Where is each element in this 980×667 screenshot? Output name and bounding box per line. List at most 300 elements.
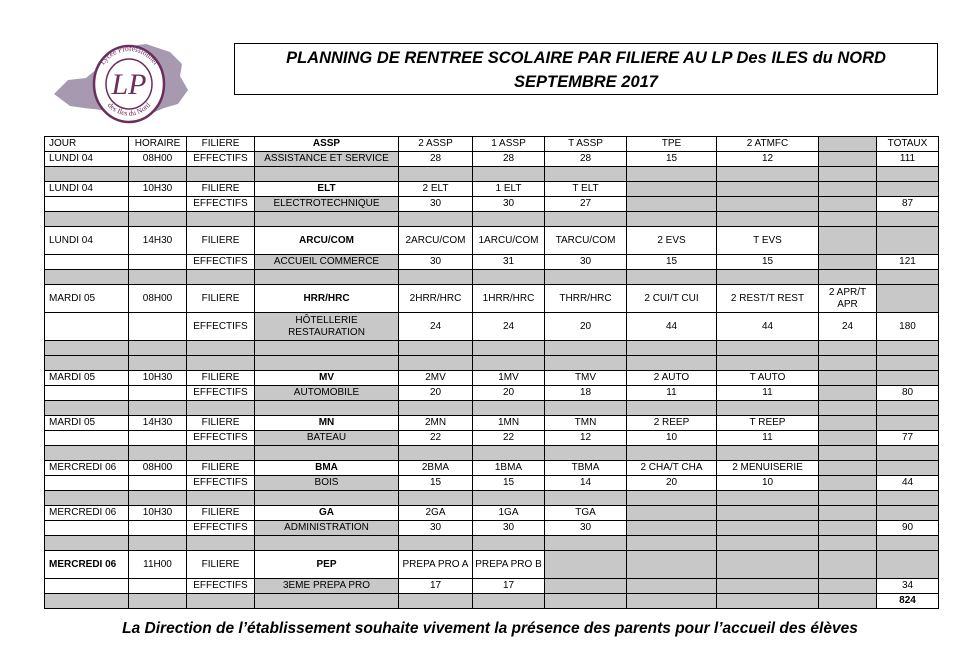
- spacer-cell: [187, 212, 255, 227]
- table-cell: TMN: [545, 416, 627, 431]
- spacer-cell: [877, 491, 939, 506]
- table-cell: FILIERE: [187, 416, 255, 431]
- spacer-cell: [819, 401, 877, 416]
- schedule-table: [44, 136, 939, 609]
- table-cell: [545, 551, 627, 579]
- spacer-cell: [627, 536, 717, 551]
- spacer-cell: [255, 446, 399, 461]
- spacer-cell: [877, 356, 939, 371]
- table-cell: 12: [717, 152, 819, 167]
- table-cell: 08H00: [129, 285, 187, 313]
- table-cell: PREPA PRO A: [399, 551, 473, 579]
- title-line-1: PLANNING DE RENTREE SCOLAIRE PAR FILIERE AU LP Des ILES du NORD: [286, 49, 886, 67]
- table-cell: 1MN: [473, 416, 545, 431]
- spacer-cell: [717, 594, 819, 609]
- spacer-cell: [399, 212, 473, 227]
- spacer-cell: [473, 536, 545, 551]
- table-row: [45, 431, 939, 446]
- table-cell: EFFECTIFS: [187, 386, 255, 401]
- table-cell: HRR/HRC: [255, 285, 399, 313]
- spacer-cell: [45, 446, 129, 461]
- table-cell: 18: [545, 386, 627, 401]
- logo-arc-bottom: des Iles du Nord: [105, 100, 153, 118]
- header-row: [45, 137, 939, 152]
- table-cell: [129, 431, 187, 446]
- table-cell: MERCREDI 06: [45, 461, 129, 476]
- table-cell: 15: [627, 152, 717, 167]
- table-cell: [819, 431, 877, 446]
- school-logo: [46, 38, 196, 130]
- table-cell: 30: [473, 521, 545, 536]
- table-cell: 111: [877, 152, 939, 167]
- spacer-cell: [717, 167, 819, 182]
- spacer-cell: [545, 356, 627, 371]
- spacer-cell: [877, 270, 939, 285]
- spacer-cell: [545, 167, 627, 182]
- table-cell: [819, 371, 877, 386]
- table-row: [45, 371, 939, 386]
- spacer-row: [45, 401, 939, 416]
- spacer-cell: [255, 167, 399, 182]
- table-cell: 20: [473, 386, 545, 401]
- spacer-cell: [187, 491, 255, 506]
- table-cell: LUNDI 04: [45, 152, 129, 167]
- table-cell: MV: [255, 371, 399, 386]
- spacer-cell: [255, 341, 399, 356]
- table-cell: TGA: [545, 506, 627, 521]
- table-cell: 2 EVS: [627, 227, 717, 255]
- spacer-cell: [129, 491, 187, 506]
- table-cell: 80: [877, 386, 939, 401]
- table-cell: 1BMA: [473, 461, 545, 476]
- table-cell: [627, 551, 717, 579]
- table-cell: [45, 313, 129, 341]
- spacer-cell: [255, 491, 399, 506]
- table-cell: [819, 506, 877, 521]
- spacer-cell: [627, 491, 717, 506]
- spacer-cell: [399, 446, 473, 461]
- spacer-cell: [129, 341, 187, 356]
- table-cell: BOIS: [255, 476, 399, 491]
- table-cell: EFFECTIFS: [187, 476, 255, 491]
- spacer-cell: [819, 341, 877, 356]
- table-row: [45, 521, 939, 536]
- spacer-cell: [129, 401, 187, 416]
- spacer-cell: [255, 536, 399, 551]
- spacer-cell: [473, 594, 545, 609]
- table-cell: [819, 461, 877, 476]
- table-cell: [717, 506, 819, 521]
- table-row: [45, 386, 939, 401]
- spacer-cell: [399, 594, 473, 609]
- logo-arc-top: Lycée Professionnel: [97, 43, 161, 67]
- table-cell: 30: [399, 197, 473, 212]
- table-cell: 1HRR/HRC: [473, 285, 545, 313]
- table-cell: [877, 506, 939, 521]
- table-cell: MARDI 05: [45, 416, 129, 431]
- table-cell: [819, 551, 877, 579]
- spacer-cell: [255, 270, 399, 285]
- spacer-cell: [473, 491, 545, 506]
- table-cell: 2MN: [399, 416, 473, 431]
- spacer-cell: [627, 167, 717, 182]
- header-cell: T ASSP: [545, 137, 627, 152]
- table-cell: [45, 521, 129, 536]
- table-cell: [627, 521, 717, 536]
- spacer-cell: [717, 536, 819, 551]
- header-cell: FILIERE: [187, 137, 255, 152]
- spacer-cell: [545, 491, 627, 506]
- spacer-cell: [45, 536, 129, 551]
- spacer-row: [45, 270, 939, 285]
- table-cell: [717, 579, 819, 594]
- spacer-cell: [877, 341, 939, 356]
- table-cell: 12: [545, 431, 627, 446]
- table-cell: [877, 182, 939, 197]
- table-cell: PREPA PRO B: [473, 551, 545, 579]
- table-cell: 20: [627, 476, 717, 491]
- table-cell: FILIERE: [187, 285, 255, 313]
- table-cell: 14H30: [129, 416, 187, 431]
- spacer-row: [45, 491, 939, 506]
- logo-monogram: LP: [111, 68, 147, 101]
- table-row: [45, 551, 939, 579]
- table-row: [45, 579, 939, 594]
- table-cell: THRR/HRC: [545, 285, 627, 313]
- table-cell: 2HRR/HRC: [399, 285, 473, 313]
- spacer-cell: [255, 212, 399, 227]
- spacer-cell: [717, 212, 819, 227]
- header-cell: 2 ATMFC: [717, 137, 819, 152]
- spacer-row: [45, 536, 939, 551]
- table-cell: [819, 255, 877, 270]
- table-cell: EFFECTIFS: [187, 579, 255, 594]
- spacer-cell: [717, 491, 819, 506]
- spacer-cell: [187, 341, 255, 356]
- spacer-cell: [717, 446, 819, 461]
- spacer-cell: [187, 536, 255, 551]
- spacer-cell: [545, 446, 627, 461]
- header-cell: 2 ASSP: [399, 137, 473, 152]
- spacer-cell: [399, 401, 473, 416]
- spacer-cell: [129, 167, 187, 182]
- table-row: [45, 476, 939, 491]
- table-cell: [877, 416, 939, 431]
- table-cell: 2 CUI/T CUI: [627, 285, 717, 313]
- spacer-cell: [545, 536, 627, 551]
- table-cell: 30: [545, 521, 627, 536]
- table-cell: 17: [473, 579, 545, 594]
- table-row: [45, 506, 939, 521]
- table-cell: [717, 521, 819, 536]
- spacer-cell: [45, 594, 129, 609]
- spacer-cell: [473, 341, 545, 356]
- spacer-cell: [877, 401, 939, 416]
- table-row: [45, 416, 939, 431]
- table-cell: [129, 579, 187, 594]
- spacer-cell: [45, 212, 129, 227]
- table-cell: EFFECTIFS: [187, 521, 255, 536]
- table-cell: MERCREDI 06: [45, 506, 129, 521]
- table-cell: [877, 371, 939, 386]
- table-cell: 2 REST/T REST: [717, 285, 819, 313]
- table-cell: 27: [545, 197, 627, 212]
- table-cell: [129, 386, 187, 401]
- spacer-cell: [399, 341, 473, 356]
- table-row: [45, 182, 939, 197]
- table-cell: 15: [627, 255, 717, 270]
- spacer-cell: [129, 270, 187, 285]
- table-cell: LUNDI 04: [45, 182, 129, 197]
- table-cell: [819, 416, 877, 431]
- table-cell: [129, 521, 187, 536]
- table-cell: [627, 579, 717, 594]
- table-cell: 14H30: [129, 227, 187, 255]
- table-cell: 22: [473, 431, 545, 446]
- table-cell: 22: [399, 431, 473, 446]
- table-cell: 1GA: [473, 506, 545, 521]
- school-logo-icon: [46, 38, 196, 130]
- grand-total-row: [45, 594, 939, 609]
- table-cell: [45, 476, 129, 491]
- table-cell: 77: [877, 431, 939, 446]
- footer-note: La Direction de l’établissement souhaite vivement la présence des parents pour l’accueil des élèves: [122, 620, 858, 637]
- spacer-cell: [545, 341, 627, 356]
- spacer-cell: [627, 341, 717, 356]
- table-cell: LUNDI 04: [45, 227, 129, 255]
- table-cell: 1MV: [473, 371, 545, 386]
- table-cell: 2BMA: [399, 461, 473, 476]
- table-cell: MARDI 05: [45, 285, 129, 313]
- spacer-cell: [819, 491, 877, 506]
- table-cell: [45, 579, 129, 594]
- spacer-cell: [545, 401, 627, 416]
- spacer-cell: [399, 536, 473, 551]
- spacer-cell: [255, 594, 399, 609]
- table-cell: T ELT: [545, 182, 627, 197]
- table-cell: 44: [877, 476, 939, 491]
- spacer-cell: [399, 491, 473, 506]
- table-cell: [45, 197, 129, 212]
- spacer-cell: [545, 212, 627, 227]
- spacer-cell: [129, 536, 187, 551]
- table-cell: 87: [877, 197, 939, 212]
- header-cell: JOUR: [45, 137, 129, 152]
- table-cell: [819, 152, 877, 167]
- table-cell: ELECTROTECHNIQUE: [255, 197, 399, 212]
- table-cell: [819, 521, 877, 536]
- spacer-cell: [399, 270, 473, 285]
- table-cell: [129, 197, 187, 212]
- spacer-cell: [45, 491, 129, 506]
- table-cell: 28: [399, 152, 473, 167]
- header-cell: ASSP: [255, 137, 399, 152]
- table-cell: [129, 313, 187, 341]
- table-cell: 30: [399, 255, 473, 270]
- spacer-cell: [473, 270, 545, 285]
- table-cell: TMV: [545, 371, 627, 386]
- spacer-cell: [45, 401, 129, 416]
- table-cell: 3EME PREPA PRO: [255, 579, 399, 594]
- spacer-cell: [819, 536, 877, 551]
- spacer-cell: [819, 446, 877, 461]
- table-cell: 08H00: [129, 152, 187, 167]
- grand-total-cell: 824: [877, 594, 939, 609]
- table-cell: 28: [545, 152, 627, 167]
- spacer-cell: [129, 356, 187, 371]
- table-cell: 2 MENUISERIE: [717, 461, 819, 476]
- table-row: [45, 313, 939, 341]
- table-cell: 24: [473, 313, 545, 341]
- table-cell: 44: [717, 313, 819, 341]
- table-cell: FILIERE: [187, 182, 255, 197]
- table-cell: 2ARCU/COM: [399, 227, 473, 255]
- header-cell: TOTAUX: [877, 137, 939, 152]
- table-cell: [717, 182, 819, 197]
- spacer-cell: [627, 446, 717, 461]
- spacer-cell: [627, 270, 717, 285]
- spacer-cell: [877, 212, 939, 227]
- table-cell: TBMA: [545, 461, 627, 476]
- table-cell: [819, 476, 877, 491]
- table-cell: MARDI 05: [45, 371, 129, 386]
- table-cell: 08H00: [129, 461, 187, 476]
- spacer-cell: [399, 356, 473, 371]
- table-cell: [129, 255, 187, 270]
- spacer-cell: [627, 401, 717, 416]
- table-cell: EFFECTIFS: [187, 313, 255, 341]
- spacer-row: [45, 356, 939, 371]
- spacer-cell: [187, 446, 255, 461]
- table-cell: PEP: [255, 551, 399, 579]
- table-cell: TARCU/COM: [545, 227, 627, 255]
- table-cell: 10H30: [129, 182, 187, 197]
- spacer-cell: [473, 401, 545, 416]
- table-cell: 44: [627, 313, 717, 341]
- table-cell: [45, 386, 129, 401]
- spacer-cell: [717, 270, 819, 285]
- table-cell: [45, 255, 129, 270]
- table-cell: EFFECTIFS: [187, 197, 255, 212]
- table-cell: [877, 551, 939, 579]
- table-cell: 14: [545, 476, 627, 491]
- spacer-cell: [819, 270, 877, 285]
- table-cell: [819, 386, 877, 401]
- spacer-cell: [187, 270, 255, 285]
- table-cell: T AUTO: [717, 371, 819, 386]
- spacer-cell: [129, 212, 187, 227]
- table-cell: T REEP: [717, 416, 819, 431]
- table-cell: [627, 197, 717, 212]
- table-cell: 90: [877, 521, 939, 536]
- spacer-cell: [129, 446, 187, 461]
- table-cell: MN: [255, 416, 399, 431]
- table-cell: FILIERE: [187, 371, 255, 386]
- table-cell: FILIERE: [187, 506, 255, 521]
- spacer-cell: [717, 356, 819, 371]
- table-cell: [819, 197, 877, 212]
- table-cell: BMA: [255, 461, 399, 476]
- table-cell: 10H30: [129, 371, 187, 386]
- page-title: [234, 43, 938, 95]
- table-cell: EFFECTIFS: [187, 255, 255, 270]
- spacer-cell: [473, 356, 545, 371]
- spacer-cell: [473, 212, 545, 227]
- table-cell: BATEAU: [255, 431, 399, 446]
- spacer-cell: [717, 341, 819, 356]
- table-cell: 1 ELT: [473, 182, 545, 197]
- spacer-cell: [877, 446, 939, 461]
- table-row: [45, 285, 939, 313]
- spacer-cell: [45, 167, 129, 182]
- header-cell: 1 ASSP: [473, 137, 545, 152]
- header-cell: HORAIRE: [129, 137, 187, 152]
- table-cell: [717, 197, 819, 212]
- header-cell: [819, 137, 877, 152]
- spacer-cell: [187, 594, 255, 609]
- table-cell: 24: [399, 313, 473, 341]
- table-cell: [627, 506, 717, 521]
- table-cell: 15: [717, 255, 819, 270]
- spacer-cell: [129, 594, 187, 609]
- table-cell: [819, 227, 877, 255]
- table-cell: 11: [627, 386, 717, 401]
- table-cell: 10H30: [129, 506, 187, 521]
- table-cell: [819, 579, 877, 594]
- spacer-row: [45, 446, 939, 461]
- table-cell: ELT: [255, 182, 399, 197]
- table-cell: 28: [473, 152, 545, 167]
- spacer-cell: [819, 212, 877, 227]
- table-cell: ASSISTANCE ET SERVICE: [255, 152, 399, 167]
- table-cell: [877, 227, 939, 255]
- table-cell: [45, 431, 129, 446]
- table-cell: 11: [717, 431, 819, 446]
- table-cell: 180: [877, 313, 939, 341]
- spacer-cell: [399, 167, 473, 182]
- table-cell: 2 CHA/T CHA: [627, 461, 717, 476]
- table-cell: 10: [717, 476, 819, 491]
- spacer-row: [45, 167, 939, 182]
- table-cell: AUTOMOBILE: [255, 386, 399, 401]
- spacer-cell: [877, 536, 939, 551]
- spacer-cell: [187, 401, 255, 416]
- spacer-row: [45, 341, 939, 356]
- table-row: [45, 255, 939, 270]
- table-cell: [545, 579, 627, 594]
- table-cell: 2 REEP: [627, 416, 717, 431]
- table-cell: 2 AUTO: [627, 371, 717, 386]
- spacer-cell: [627, 356, 717, 371]
- table-cell: [877, 285, 939, 313]
- table-cell: [627, 182, 717, 197]
- spacer-cell: [545, 594, 627, 609]
- table-cell: HÔTELLERIE RESTAURATION: [255, 313, 399, 341]
- spacer-cell: [627, 212, 717, 227]
- table-cell: FILIERE: [187, 551, 255, 579]
- spacer-cell: [45, 356, 129, 371]
- table-cell: [129, 476, 187, 491]
- table-row: [45, 461, 939, 476]
- table-row: [45, 197, 939, 212]
- table-cell: 10: [627, 431, 717, 446]
- table-cell: 30: [473, 197, 545, 212]
- table-cell: 31: [473, 255, 545, 270]
- table-cell: 2GA: [399, 506, 473, 521]
- spacer-cell: [819, 594, 877, 609]
- table-cell: 17: [399, 579, 473, 594]
- table-cell: EFFECTIFS: [187, 431, 255, 446]
